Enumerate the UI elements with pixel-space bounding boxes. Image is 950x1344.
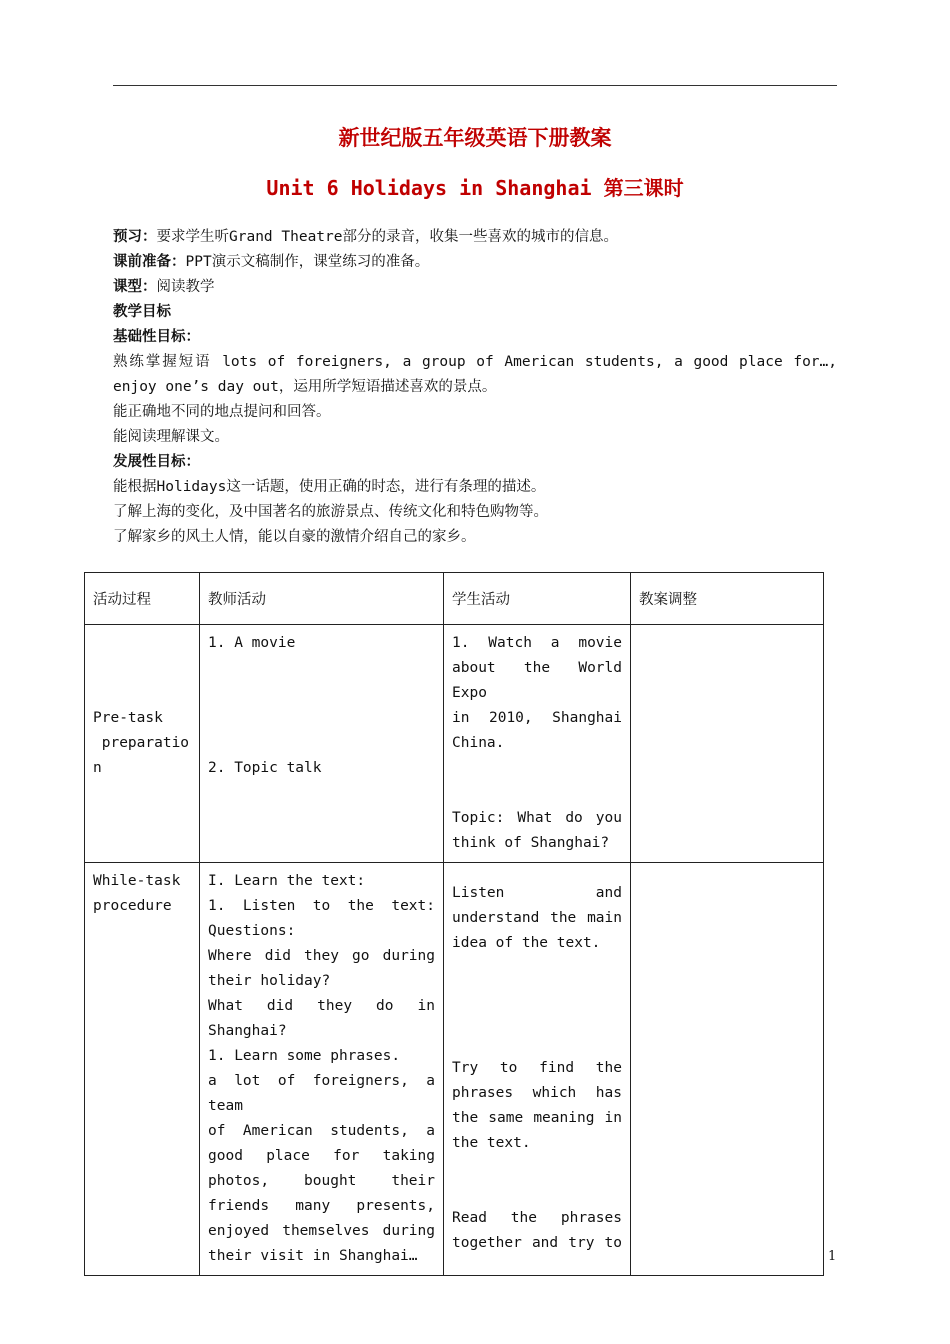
stage-line: While-task	[93, 873, 181, 889]
page-number: 1	[828, 1249, 837, 1264]
student-line: idea of the text.	[452, 935, 601, 951]
header-adjust: 教案调整	[631, 573, 824, 625]
basic-heading	[113, 325, 837, 350]
student-line: Read the phrases	[452, 1210, 622, 1226]
student-line: Listen and	[452, 885, 622, 901]
prep-text: PPT演示文稿制作，课堂练习的准备。	[185, 254, 430, 270]
type-label: 课型：	[113, 279, 157, 295]
student-line: think of Shanghai?	[452, 835, 610, 851]
prep-label: 课前准备：	[113, 254, 186, 270]
document-subtitle: Unit 6 Holidays in Shanghai 第三课时	[266, 176, 684, 200]
dev-goal-2: 了解上海的变化，及中国著名的旅游景点、传统文化和特色购物等。	[113, 504, 548, 520]
student-line: Try to find the	[452, 1060, 622, 1076]
student-line: phrases which has	[452, 1085, 622, 1101]
header-student: 学生活动	[444, 573, 631, 625]
teacher-line: 1. Listen to the text:	[208, 898, 435, 914]
goals-heading-text: 教学目标	[113, 304, 171, 320]
basic-heading-text: 基础性目标：	[113, 329, 200, 345]
table-row	[85, 863, 824, 1276]
student-line: Topic: What do you	[452, 810, 622, 826]
basic-goal-3: 能阅读理解课文。	[113, 429, 229, 445]
teacher-line: enjoyed themselves during	[208, 1223, 435, 1239]
stage-line: preparatio	[93, 735, 190, 751]
basic-goal-1-cont: enjoy one’s day out，运用所学短语描述喜欢的景点。	[113, 379, 497, 395]
dev-heading	[113, 450, 837, 475]
basic-goal-1: 熟练掌握短语 lots of foreigners, a group of American students, a good place for…,	[113, 354, 837, 370]
teacher-line: of American students, a	[208, 1123, 435, 1139]
student-line: China.	[452, 735, 505, 751]
preview-text: 要求学生听Grand Theatre部分的录音，收集一些喜欢的城市的信息。	[156, 229, 618, 245]
teacher-line: photos, bought their	[208, 1173, 435, 1189]
stage-line: n	[93, 760, 102, 776]
type-text: 阅读教学	[156, 279, 215, 295]
student-cell	[444, 625, 631, 863]
teacher-line: friends many presents,	[208, 1198, 435, 1214]
student-cell	[444, 863, 631, 1276]
teacher-line: good place for taking	[208, 1148, 435, 1164]
student-line: the text.	[452, 1135, 531, 1151]
table-header-row	[85, 573, 824, 625]
teacher-line: What did they do in	[208, 998, 435, 1014]
teacher-line: I. Learn the text:	[208, 873, 366, 889]
dev-heading-text: 发展性目标：	[113, 454, 200, 470]
teacher-line: Where did they go during	[208, 948, 435, 964]
student-line: about the World Expo	[452, 660, 622, 701]
document-title: 新世纪版五年级英语下册教案	[338, 125, 612, 150]
preview-line	[113, 225, 837, 250]
adjust-cell	[631, 625, 824, 863]
dev-goal-1: 能根据Holidays这一话题，使用正确的时态，进行有条理的描述。	[113, 479, 546, 495]
header-rule	[113, 85, 837, 86]
student-line: in 2010, Shanghai	[452, 710, 622, 726]
student-line: 1. Watch a movie	[452, 635, 622, 651]
teacher-cell	[200, 625, 444, 863]
preview-label: 预习：	[113, 229, 157, 245]
teacher-line: Questions:	[208, 923, 296, 939]
dev-goal-3: 了解家乡的风土人情，能以自豪的激情介绍自己的家乡。	[113, 529, 476, 545]
teacher-line: 1. Learn some phrases.	[208, 1048, 401, 1064]
stage-line: Pre-task	[93, 710, 163, 726]
stage-cell	[85, 863, 200, 1276]
table-row	[85, 625, 824, 863]
teacher-cell	[200, 863, 444, 1276]
lesson-table	[84, 572, 824, 1276]
prep-line	[113, 250, 837, 275]
student-line: the same meaning in	[452, 1110, 622, 1126]
student-line: together and try to	[452, 1235, 622, 1251]
teacher-line: their visit in Shanghai…	[208, 1248, 418, 1264]
teacher-line: 1. A movie	[208, 635, 296, 651]
type-line	[113, 275, 837, 300]
stage-cell	[85, 625, 200, 863]
adjust-cell	[631, 863, 824, 1276]
basic-goal-2: 能正确地不同的地点提问和回答。	[113, 404, 331, 420]
lesson-meta	[113, 225, 837, 550]
teacher-line: Shanghai?	[208, 1023, 287, 1039]
teacher-line: 2. Topic talk	[208, 760, 322, 776]
teacher-line: their holiday?	[208, 973, 331, 989]
goals-heading	[113, 300, 837, 325]
header-teacher: 教师活动	[200, 573, 444, 625]
header-stage: 活动过程	[85, 573, 200, 625]
stage-line: procedure	[93, 898, 172, 914]
student-line: understand the main	[452, 910, 622, 926]
teacher-line: a lot of foreigners, a team	[208, 1073, 435, 1114]
